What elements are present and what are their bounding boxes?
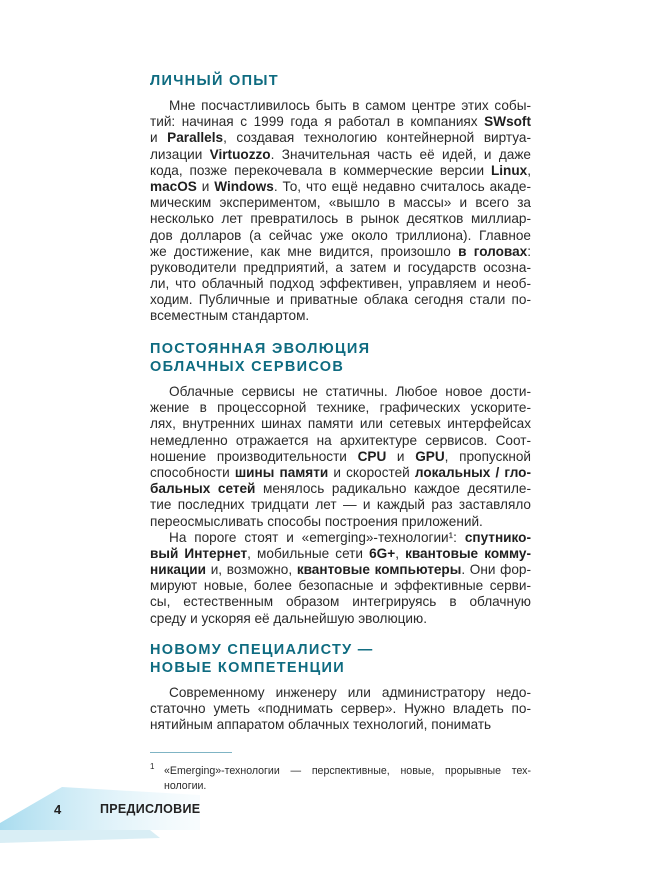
text-run: статочно уметь «поднимать сервер». Нужно владеть по-	[150, 701, 531, 717]
text-line	[150, 211, 531, 227]
section-heading	[150, 641, 531, 677]
text-line	[150, 276, 531, 292]
text-line	[150, 578, 531, 594]
text-line	[150, 292, 531, 308]
text-line	[150, 179, 531, 195]
footnote-line: «Emerging»-технологии — перспективные, новые, прорывные тех-	[164, 765, 531, 777]
text-run: сы, естественным образом интегрируясь в облачную	[150, 594, 531, 610]
bold-term: квантовые комму-	[405, 545, 531, 561]
text-run: Облачные сервисы не статичны. Любое новое дости-	[169, 384, 531, 399]
text-run: ,	[527, 162, 531, 178]
text-run: ношение производительности	[150, 448, 358, 464]
bold-term: macOS	[150, 178, 197, 194]
text-run: , пропускной	[444, 448, 531, 464]
bold-term: SWsoft	[484, 114, 531, 130]
text-run: несколько лет превратилось в рынок десятков миллиар-	[150, 211, 531, 227]
text-line	[150, 717, 531, 733]
page-number: 4	[54, 802, 62, 817]
text-line	[150, 594, 531, 610]
text-run: :	[527, 243, 531, 259]
heading-line: ПОСТОЯННАЯ ЭВОЛЮЦИЯ	[150, 341, 371, 357]
bold-term: бальных сетей	[150, 481, 256, 497]
text-line	[150, 611, 531, 627]
bold-term: Parallels	[167, 130, 224, 146]
paragraph	[150, 685, 531, 734]
section-heading	[150, 340, 531, 376]
text-run: . Они фор-	[461, 562, 531, 578]
text-run: . То, что ещё недавно считалось акаде-	[273, 178, 531, 194]
text-line	[150, 163, 531, 179]
text-run: жение в процессорной технике, графических ускорите-	[150, 400, 531, 416]
text-run: всеместным стандартом.	[150, 308, 310, 324]
bold-term: квантовые компьютеры	[296, 562, 462, 578]
text-run: ходим. Публичные и приватные облака сегодня стали по-	[150, 292, 531, 308]
text-line	[150, 416, 531, 432]
text-run: и, возможно,	[206, 562, 297, 578]
section-new-competencies	[150, 641, 531, 734]
text-run: ли, что облачный подход эффективен, управляем и необ-	[150, 276, 531, 292]
bold-term: Windows	[214, 178, 274, 194]
text-line	[150, 701, 531, 717]
bold-term: GPU	[415, 448, 445, 464]
text-run: немедленно отражается на архитектуре сервисов. Соот-	[150, 432, 531, 448]
text-line	[150, 228, 531, 244]
text-line	[150, 465, 531, 481]
text-line	[150, 497, 531, 513]
text-run: , создавая технологию контейнерной виртуа-	[223, 130, 531, 146]
section-cloud-evolution	[150, 340, 531, 627]
text-line	[150, 384, 531, 400]
footnote-divider	[150, 752, 232, 753]
bold-term: в головах	[458, 243, 528, 259]
text-line	[150, 433, 531, 449]
bold-term: вый Интернет	[150, 545, 248, 561]
text-run: же достижение, как мне видится, произошло	[150, 243, 459, 259]
section-personal-experience	[150, 72, 531, 325]
paragraph	[150, 98, 531, 325]
running-chapter-title: ПРЕДИСЛОВИЕ	[100, 802, 201, 816]
text-run: переосмысливать способы построения приложений.	[150, 513, 483, 529]
text-run: дов долларов (а сейчас уже около триллиона). Главное	[150, 227, 531, 243]
text-run: Современному инженеру или администратору недо-	[169, 685, 531, 700]
text-line	[150, 546, 531, 562]
text-line	[150, 530, 531, 546]
bold-term: спутнико-	[464, 529, 531, 545]
text-run: мическим экспериментом, «вышло в массы» и всего за	[150, 195, 531, 211]
paragraph	[150, 384, 531, 530]
text-line	[150, 244, 531, 260]
text-run: На пороге стоят и «emerging»-технологии¹:	[169, 529, 465, 545]
bold-term: Virtuozzo	[209, 146, 271, 162]
text-run: и	[196, 178, 215, 194]
text-run: тие последних тридцати лет — и каждый раз заставляло	[150, 497, 531, 513]
text-line	[150, 308, 531, 324]
text-run: тий: начиная с 1999 года я работал в компаниях	[150, 114, 485, 130]
text-line	[150, 514, 531, 530]
text-run: лях, внутренних шинах памяти или сетевых интерфейсах	[150, 416, 531, 432]
text-line	[150, 685, 531, 701]
text-line	[150, 562, 531, 578]
text-line	[150, 147, 531, 163]
bold-term: локальных / гло-	[414, 464, 531, 480]
text-run: среду и ускоряя её дальнейшую эволюцию.	[150, 610, 427, 626]
paragraph	[150, 530, 531, 627]
text-run: ,	[395, 545, 406, 561]
text-run: нятийным аппаратом облачных технологий, понимать	[150, 717, 492, 733]
text-line	[150, 195, 531, 211]
footnote-line: нологии.	[164, 780, 207, 792]
text-run: руководители предприятий, а затем и государств осозна-	[150, 259, 531, 275]
text-run: кода, позже перекочевала в коммерческие версии	[150, 162, 491, 178]
bold-term: 6G+	[369, 545, 396, 561]
text-run: и	[150, 130, 168, 146]
bold-term: Linux	[490, 162, 528, 178]
text-run: мируют новые, более безопасные и эффективные серви-	[150, 578, 531, 594]
section-heading	[150, 72, 531, 90]
heading-line: ОБЛАЧНЫХ СЕРВИСОВ	[150, 359, 345, 375]
text-run: Мне посчастливилось быть в самом центре этих собы-	[169, 98, 531, 113]
bold-term: шины памяти	[234, 464, 329, 480]
text-line	[150, 130, 531, 146]
bold-term: CPU	[357, 448, 387, 464]
text-line	[150, 114, 531, 130]
text-line	[150, 260, 531, 276]
heading-line: НОВЫЕ КОМПЕТЕНЦИИ	[150, 660, 345, 676]
text-run: и скоростей	[328, 464, 415, 480]
text-line	[150, 481, 531, 497]
bold-term: никации	[150, 562, 207, 578]
text-line	[150, 400, 531, 416]
text-line	[150, 449, 531, 465]
text-run: способности	[150, 464, 235, 480]
text-line	[150, 98, 531, 114]
footnote	[164, 764, 531, 794]
heading-line: НОВОМУ СПЕЦИАЛИСТУ —	[150, 642, 374, 658]
text-run: , мобильные сети	[247, 545, 370, 561]
text-run: . Значительная часть её идей, и даже	[270, 146, 531, 162]
text-run: менялось радикально каждое десятиле-	[255, 481, 531, 497]
heading-line: ЛИЧНЫЙ ОПЫТ	[150, 73, 279, 89]
text-run: лизации	[150, 146, 210, 162]
footnote-number: 1	[150, 762, 155, 771]
text-run: и	[386, 448, 416, 464]
